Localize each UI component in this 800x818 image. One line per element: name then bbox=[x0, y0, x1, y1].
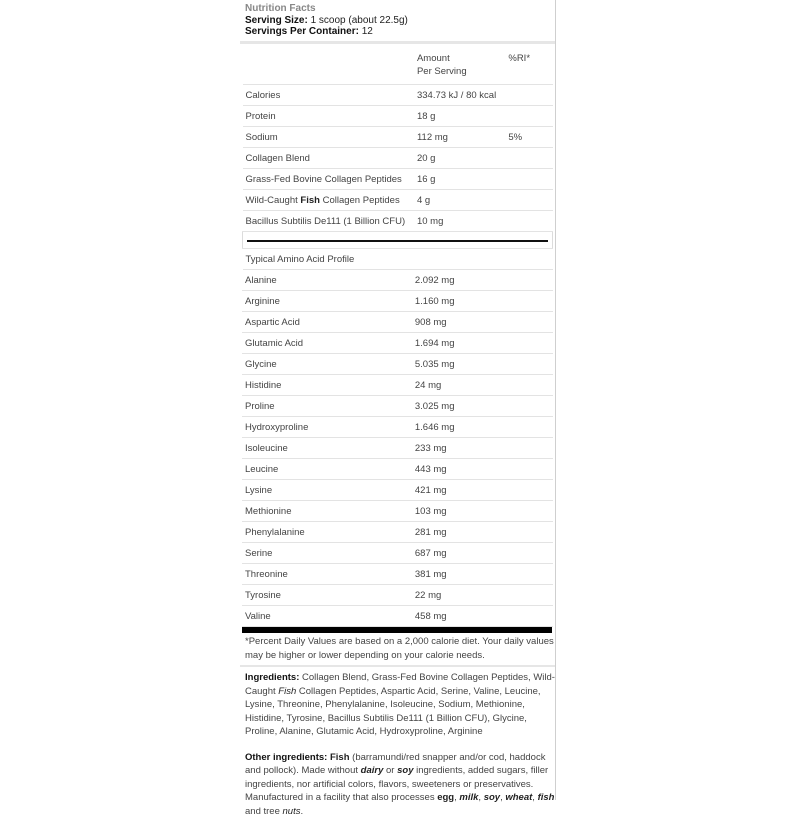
nutrient-amount: 18 g bbox=[414, 106, 505, 127]
other-text: (barramundi/red snapper and/or cod, haddock and pollock). Made without bbox=[245, 752, 545, 777]
other-text: ingredients, added sugars, filler ingredients, nor artificial colors, flavors, sweeteners or preservatives. Manufactured in a facility that also processes bbox=[245, 765, 548, 803]
amino-acid-ri bbox=[503, 438, 553, 459]
nutrient-name-pre: Wild-Caught bbox=[246, 195, 301, 206]
nutrient-ri: 5% bbox=[505, 127, 552, 148]
nutrient-ri bbox=[505, 85, 552, 106]
nutrition-facts-panel bbox=[240, 0, 556, 800]
amino-acid-name: Glycine bbox=[242, 354, 412, 375]
separator-row bbox=[243, 232, 553, 249]
table-row bbox=[242, 585, 553, 606]
amino-acid-table bbox=[242, 270, 553, 627]
ingredients-text-fish: Fish bbox=[278, 686, 296, 697]
header-amount bbox=[414, 44, 505, 85]
amino-acid-name: Serine bbox=[242, 543, 412, 564]
allergen-soy: soy bbox=[484, 792, 500, 803]
servings-per-container-value: 12 bbox=[359, 26, 373, 37]
amino-acid-ri bbox=[503, 333, 553, 354]
nutrient-name: Sodium bbox=[243, 127, 414, 148]
amino-acid-amount: 1.646 mg bbox=[412, 417, 504, 438]
other-text: , bbox=[532, 792, 537, 803]
amino-acid-amount: 908 mg bbox=[412, 312, 504, 333]
other-text: or bbox=[383, 765, 397, 776]
amino-acid-amount: 281 mg bbox=[412, 522, 504, 543]
amino-acid-amount: 687 mg bbox=[412, 543, 504, 564]
amino-acid-name: Proline bbox=[242, 396, 412, 417]
nutrient-amount: 334.73 kJ / 80 kcal bbox=[414, 85, 505, 106]
nutrient-ri bbox=[505, 148, 552, 169]
header-ri: %RI* bbox=[505, 44, 552, 85]
serving-size-value: 1 scoop (about 22.5g) bbox=[308, 15, 408, 26]
table-row bbox=[242, 270, 553, 291]
allergen-fish: Fish bbox=[327, 752, 349, 763]
other-text: . bbox=[300, 806, 303, 817]
servings-per-container bbox=[245, 26, 555, 37]
amino-acid-name: Valine bbox=[242, 606, 412, 627]
amino-acid-name: Leucine bbox=[242, 459, 412, 480]
amino-acid-amount: 1.694 mg bbox=[412, 333, 504, 354]
amino-acid-ri bbox=[503, 396, 553, 417]
nutrition-table bbox=[242, 44, 553, 270]
amino-acid-ri bbox=[503, 501, 553, 522]
footnote: *Percent Daily Values are based on a 2,000 calorie diet. Your daily values may be higher or lower depending on your calorie needs. bbox=[240, 633, 555, 667]
amino-acid-ri bbox=[503, 543, 553, 564]
other-ingredients bbox=[240, 739, 555, 818]
nutrient-amount: 112 mg bbox=[414, 127, 505, 148]
amino-acid-ri bbox=[503, 270, 553, 291]
amino-acid-ri bbox=[503, 522, 553, 543]
amino-acid-ri bbox=[503, 585, 553, 606]
allergen-egg: egg bbox=[437, 792, 454, 803]
amino-acid-ri bbox=[503, 354, 553, 375]
table-row bbox=[242, 333, 553, 354]
serving-size-label: Serving Size: bbox=[245, 15, 308, 26]
amino-acid-name: Hydroxyproline bbox=[242, 417, 412, 438]
table-header-row bbox=[243, 44, 553, 85]
table-row bbox=[243, 211, 553, 232]
amino-acid-ri bbox=[503, 312, 553, 333]
amino-acid-ri bbox=[503, 480, 553, 501]
table-row bbox=[243, 169, 553, 190]
amino-acid-name: Histidine bbox=[242, 375, 412, 396]
table-row bbox=[242, 480, 553, 501]
table-row bbox=[242, 375, 553, 396]
amino-acid-ri bbox=[503, 375, 553, 396]
other-text: , bbox=[478, 792, 483, 803]
amino-acid-name: Lysine bbox=[242, 480, 412, 501]
amino-acid-name: Alanine bbox=[242, 270, 412, 291]
nutrient-amount: 10 mg bbox=[414, 211, 505, 232]
ingredients-text-post: Collagen Peptides, Aspartic Acid, Serine, Valine, Leucine, Lysine, Threonine, Phenylalanine, Isoleucine, Sodium, Methionine, Histidine, Tyrosine, Bacillus Subtilis De111 (1 Billion CFU), Glycine, Proline, Alanine, Glutamic Acid, Hydroxyproline, Arginine bbox=[245, 686, 541, 738]
nutrient-amount: 4 g bbox=[414, 190, 505, 211]
allergen-fish: fish bbox=[538, 792, 555, 803]
amino-acid-name: Isoleucine bbox=[242, 438, 412, 459]
header-amount-line1: Amount bbox=[417, 53, 450, 64]
nutrition-header bbox=[240, 0, 555, 44]
amino-acid-name: Arginine bbox=[242, 291, 412, 312]
table-row bbox=[242, 501, 553, 522]
amino-acid-amount: 103 mg bbox=[412, 501, 504, 522]
amino-acid-name: Phenylalanine bbox=[242, 522, 412, 543]
separator-cell bbox=[243, 232, 553, 249]
table-row bbox=[243, 148, 553, 169]
table-row bbox=[242, 606, 553, 627]
servings-per-container-label: Servings Per Container: bbox=[245, 26, 359, 37]
amino-acid-name: Threonine bbox=[242, 564, 412, 585]
amino-acid-ri bbox=[503, 606, 553, 627]
amino-acid-amount: 3.025 mg bbox=[412, 396, 504, 417]
ingredients-text-pre: Collagen Blend, Grass-Fed Bovine Collagen Peptides, Wild-Caught bbox=[245, 672, 555, 697]
table-row bbox=[242, 522, 553, 543]
table-row bbox=[243, 106, 553, 127]
allergen-wheat: wheat bbox=[505, 792, 532, 803]
table-row bbox=[242, 459, 553, 480]
table-row bbox=[242, 312, 553, 333]
amino-acid-amount: 381 mg bbox=[412, 564, 504, 585]
table-row bbox=[243, 85, 553, 106]
nutrient-ri bbox=[505, 169, 552, 190]
allergen-milk: milk bbox=[459, 792, 478, 803]
amino-acid-ri bbox=[503, 459, 553, 480]
nutrient-name-bold: Fish bbox=[300, 195, 320, 206]
other-text: and tree bbox=[245, 806, 283, 817]
table-row bbox=[243, 190, 553, 211]
table-row bbox=[242, 354, 553, 375]
other-ingredients-label: Other ingredients: bbox=[245, 752, 327, 763]
nutrient-name: Calories bbox=[243, 85, 414, 106]
amino-acid-amount: 443 mg bbox=[412, 459, 504, 480]
table-row bbox=[242, 564, 553, 585]
allergen-dairy: dairy bbox=[361, 765, 384, 776]
allergen-nuts: nuts bbox=[283, 806, 301, 817]
nutrient-name bbox=[243, 190, 414, 211]
header-empty bbox=[243, 44, 414, 85]
serving-size bbox=[245, 15, 555, 26]
amino-acid-amount: 421 mg bbox=[412, 480, 504, 501]
table-row bbox=[242, 396, 553, 417]
table-row bbox=[242, 417, 553, 438]
amino-acid-amount: 1.160 mg bbox=[412, 291, 504, 312]
amino-acid-amount: 233 mg bbox=[412, 438, 504, 459]
amino-acid-ri bbox=[503, 291, 553, 312]
nutrient-name: Collagen Blend bbox=[243, 148, 414, 169]
nutrient-amount: 20 g bbox=[414, 148, 505, 169]
amino-acid-amount: 2.092 mg bbox=[412, 270, 504, 291]
other-text: , bbox=[454, 792, 459, 803]
nutrient-ri bbox=[505, 106, 552, 127]
other-text: , bbox=[500, 792, 505, 803]
amino-acid-amount: 24 mg bbox=[412, 375, 504, 396]
header-amount-line2: Per Serving bbox=[417, 66, 467, 77]
amino-profile-title: Typical Amino Acid Profile bbox=[243, 249, 553, 270]
amino-acid-amount: 22 mg bbox=[412, 585, 504, 606]
amino-acid-name: Glutamic Acid bbox=[242, 333, 412, 354]
amino-acid-amount: 5.035 mg bbox=[412, 354, 504, 375]
nutrient-ri bbox=[505, 211, 552, 232]
nutrient-amount: 16 g bbox=[414, 169, 505, 190]
nutrient-name-post: Collagen Peptides bbox=[320, 195, 400, 206]
amino-acid-name: Aspartic Acid bbox=[242, 312, 412, 333]
nutrition-title: Nutrition Facts bbox=[245, 3, 555, 14]
table-row bbox=[242, 438, 553, 459]
amino-acid-name: Methionine bbox=[242, 501, 412, 522]
table-row bbox=[242, 543, 553, 564]
nutrient-ri bbox=[505, 190, 552, 211]
separator-bar bbox=[247, 240, 548, 242]
amino-acid-ri bbox=[503, 417, 553, 438]
nutrient-name: Protein bbox=[243, 106, 414, 127]
amino-acid-amount: 458 mg bbox=[412, 606, 504, 627]
table-row bbox=[242, 291, 553, 312]
nutrient-name: Bacillus Subtilis De111 (1 Billion CFU) bbox=[243, 211, 414, 232]
ingredients bbox=[240, 667, 555, 739]
amino-acid-name: Tyrosine bbox=[242, 585, 412, 606]
amino-acid-ri bbox=[503, 564, 553, 585]
amino-profile-title-row bbox=[243, 249, 553, 270]
table-row bbox=[243, 127, 553, 148]
allergen-soy: soy bbox=[397, 765, 413, 776]
nutrient-name: Grass-Fed Bovine Collagen Peptides bbox=[243, 169, 414, 190]
ingredients-label: Ingredients: bbox=[245, 672, 299, 683]
